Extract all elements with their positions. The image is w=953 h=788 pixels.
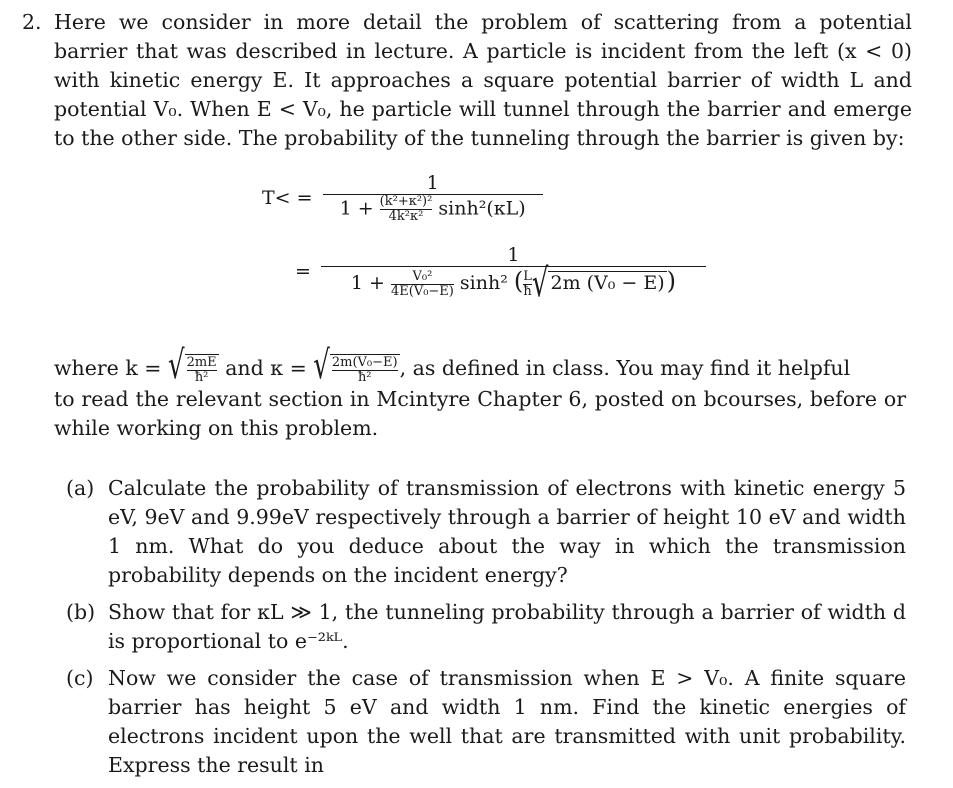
part-b	[66, 598, 906, 656]
eq2-den-mid: sinh²	[459, 272, 508, 294]
eq2-sqrt	[531, 261, 667, 307]
eq2-lhs: =	[295, 260, 311, 283]
eq2-denominator	[350, 261, 677, 307]
defined-in-class-text: , as defined in class. You may find it helpful	[399, 356, 851, 380]
eq2-inner-fraction	[391, 270, 454, 299]
part-b-text: Show that for κL ≫ 1, the tunneling probability through a barrier of width d is proportional to e⁻²ᵏᴸ.	[108, 600, 906, 653]
equation-1	[262, 172, 543, 224]
eq2-inner-num: V₀²	[412, 268, 433, 284]
eq2-radicand: 2m (V₀ − E)	[548, 271, 666, 297]
eq2-numerator: 1	[507, 244, 520, 266]
eq2-fraction	[321, 244, 706, 307]
kappa-den: ħ²	[357, 370, 372, 385]
eq1-den-suffix: sinh²(κL)	[438, 197, 526, 220]
eq1-inner-den: 4k²κ²	[388, 209, 424, 224]
part-c-label: (c)	[66, 666, 94, 690]
equation-2	[295, 244, 706, 307]
eq1-inner-fraction	[380, 195, 433, 224]
k-sqrt-sign: √	[167, 343, 185, 389]
eq1-numerator: 1	[426, 172, 439, 194]
and-kappa-text: and κ =	[225, 356, 307, 380]
part-c	[66, 664, 906, 780]
right-paren: )	[666, 267, 677, 295]
eq1-fraction	[323, 172, 543, 224]
kappa-sqrt	[313, 343, 399, 389]
part-a	[66, 474, 906, 590]
k-num: 2mE	[186, 355, 217, 370]
part-a-text: Calculate the probability of transmission of electrons with kinetic energy 5 eV, 9eV and 9.99eV respectively through a barrier of height 10 eV and width 1 nm. What do you deduce about the way in which the transmission probability depends on the incident energy?	[108, 476, 906, 587]
kappa-sqrt-sign: √	[313, 343, 330, 389]
eq1-denominator	[340, 195, 526, 224]
kappa-fraction	[332, 356, 398, 385]
kappa-num: 2m(V₀−E)	[331, 355, 398, 370]
sqrt-sign: √	[531, 261, 549, 307]
kappa-radicand	[330, 354, 400, 385]
definition-line	[54, 343, 906, 443]
problem-intro	[22, 8, 912, 153]
sub-parts	[66, 474, 906, 788]
k-fraction	[187, 356, 217, 385]
k-sqrt	[167, 343, 219, 389]
problem-number: 2.	[22, 10, 42, 34]
left-paren: (	[513, 267, 524, 295]
k-den: ħ²	[194, 370, 209, 385]
eq2-den-prefix: 1 +	[350, 272, 385, 294]
eq2-paren-den: ħ	[523, 283, 532, 299]
k-radicand	[185, 354, 219, 385]
part-b-label: (b)	[66, 600, 96, 624]
eq1-inner-num: (k²+κ²)²	[379, 194, 433, 209]
eq2-paren-fraction	[523, 270, 532, 299]
eq2-paren-num: L	[523, 268, 532, 284]
intro-text: Here we consider in more detail the problem of scattering from a potential barrier that was described in lecture. A particle is incident from the left (x < 0) with kinetic energy E. It approaches a square potential barrier of width L and potential V₀. When E < V₀, he particle will tunnel through the barrier and emerge to the other side. The probability of the tunneling through the barrier is given by:	[54, 10, 912, 150]
part-c-text: Now we consider the case of transmission when E > V₀. A finite square barrier has height 5 eV and width 1 nm. Find the kinetic energies of electrons incident upon the well that are transmitted with unit probability. Express the result in	[108, 666, 906, 777]
where-k-text: where k =	[54, 356, 162, 380]
eq2-inner-den: 4E(V₀−E)	[390, 283, 454, 299]
part-a-label: (a)	[66, 476, 95, 500]
eq1-lhs: T< =	[262, 187, 313, 209]
mcintyre-text: to read the relevant section in Mcintyre Chapter 6, posted on bcourses, before or while working on this problem.	[54, 387, 906, 440]
eq1-den-prefix: 1 +	[339, 197, 374, 220]
